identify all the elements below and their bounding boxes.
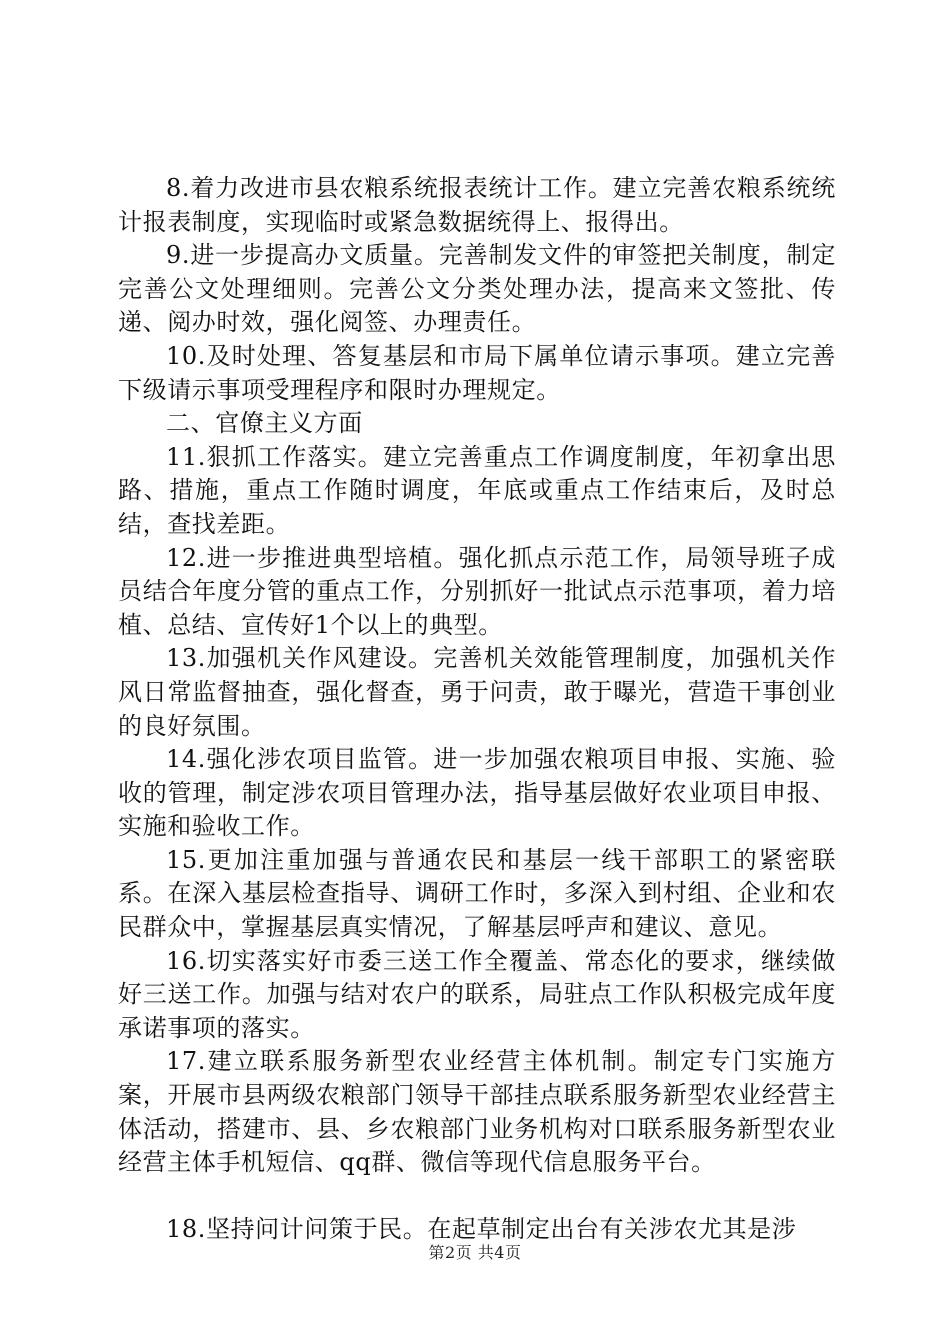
- paragraph-item-9: 9.进一步提高办文质量。完善制发文件的审签把关制度，制定完善公文处理细则。完善公文分类处理办法，提高来文签批、传递、阅办时效，强化阅签、办理责任。: [118, 241, 836, 337]
- paragraph-item-11: 11.狠抓工作落实。建立完善重点工作调度制度，年初拿出思路、措施，重点工作随时调度，年底或重点工作结束后，及时总结，查找差距。: [118, 442, 836, 538]
- paragraph-item-10: 10.及时处理、答复基层和市局下属单位请示事项。建立完善下级请示事项受理程序和限时办理规定。: [118, 341, 836, 404]
- paragraph-item-14: 14.强化涉农项目监管。进一步加强农粮项目申报、实施、验收的管理，制定涉农项目管理办法，指导基层做好农业项目申报、实施和验收工作。: [118, 745, 836, 841]
- section-heading-bureaucratism: 二、官僚主义方面: [166, 409, 363, 438]
- page-footer: 第2页 共4页: [428, 1243, 522, 1262]
- paragraph-item-18: 18.坚持问计问策于民。在起草制定出台有关涉农尤其是涉: [166, 1214, 797, 1243]
- paragraph-item-16: 16.切实落实好市委三送工作全覆盖、常态化的要求，继续做好三送工作。加强与结对农户的联系，局驻点工作队积极完成年度承诺事项的落实。: [118, 946, 836, 1042]
- paragraph-item-15: 15.更加注重加强与普通农民和基层一线干部职工的紧密联系。在深入基层检查指导、调研工作时，多深入到村组、企业和农民群众中，掌握基层真实情况，了解基层呼声和建议、意见。: [118, 845, 836, 942]
- paragraph-item-17: 17.建立联系服务新型农业经营主体机制。制定专门实施方案，开展市县两级农粮部门领导干部挂点联系服务新型农业经营主体活动，搭建市、县、乡农粮部门业务机构对口联系服务新型农业经营主体手机短信、qq群、微信等现代信息服务平台。: [118, 1047, 836, 1177]
- paragraph-item-13: 13.加强机关作风建设。完善机关效能管理制度，加强机关作风日常监督抽查，强化督查，勇于问责，敢于曝光，营造干事创业的良好氛围。: [118, 644, 836, 740]
- paragraph-item-12: 12.进一步推进典型培植。强化抓点示范工作，局领导班子成员结合年度分管的重点工作，分别抓好一批试点示范事项，着力培植、总结、宣传好1个以上的典型。: [118, 543, 836, 639]
- paragraph-item-8: 8.着力改进市县农粮系统报表统计工作。建立完善农粮系统统计报表制度，实现临时或紧急数据统得上、报得出。: [118, 174, 836, 236]
- document-body: [118, 172, 836, 1246]
